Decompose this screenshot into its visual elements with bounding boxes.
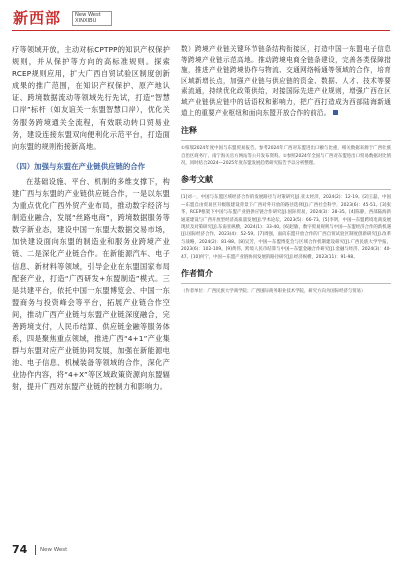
notes-rule (181, 140, 391, 141)
page-number: 74 (12, 543, 28, 556)
author-text: （作者单位：广西民族大学商学院；广西国际商务职业技术学院，研究方向为国际经济与贸易） (181, 289, 366, 295)
author-rule (181, 283, 391, 284)
section-heading-4: （四）加强与东盟在产业链供应链的合作 (12, 161, 146, 171)
magazine-logo: 新西部 (13, 9, 62, 27)
author-heading: 作者简介 (181, 269, 213, 279)
right-paragraph-1 (181, 44, 391, 118)
footer-divider (35, 545, 36, 555)
logo-english-name: New West (75, 12, 101, 18)
left-column (12, 44, 170, 394)
references-heading: 参考文献 (181, 175, 213, 185)
right-paragraph-text: 数）跨境产业链关键环节链条结构衔接区，打造中国一东盟电子信息等跨境产业链示范高地。推动跨境电商全链条建设，完善各类保障措施，推进产业链跨境协作与物流、交通网络畅通等领域的合作，培育区域新增长点，加强产业链与供应链的资金、数据、人才、技术等要素流通，持续优化政策供给，对接国际先进产业规则，增强广西在区域产业链供应链中的话语权和影响力，把广西打造成为西部陆海新通道上的重要产业枢纽和面向东盟开放合作的前沿。 (181, 45, 391, 117)
logo-pinyin-name: XINXIBU (75, 18, 97, 25)
right-column (181, 44, 391, 295)
page-header (0, 0, 402, 34)
notes-heading: 注释 (181, 126, 197, 136)
references-list: [1]刘一，中国与东盟区域经济合作的发展路径与对策研究[J].亚太经济，2024(2)：12-19。[2]王磊，中国—东盟自由贸易区升级版建设背景下广西对外开放的路径选择[J].广西社会科学，2023(6)：45-51。[3]张华，RCEP框架下中国与东盟产业链供应链合作研究[J].国际贸易，2024(3)：28-35。[4]陈静，西部陆海新通道建设与广西开放型经济高质量发展[J].学术论坛，2023(5)：66-73。[5]李明，中国—东盟跨境电商发展现状及对策研究[J].东南亚纵横，2024(1)：33-40。[6]赵敏，数字贸易规则与中国—东盟经济合作的新机遇[J].国际经济合作，2023(4)：52-59。[7]周强，面向东盟开放合作的广西自贸试验区制度创新研究[J].改革与战略，2024(2)：81-88。[8]吴芳，中国—东盟博览会与区域合作机制建设研究[J].广西民族大学学报，2023(6)：102-109。[9]黄伟，跨境人民币结算与中国—东盟金融合作研究[J].金融与经济，2024(3)：40-47。[10]何宁，中国—东盟产业链协同发展的路径研究[J].经济纵横，2023(11)：91-98。 (181, 195, 391, 260)
left-paragraph-1: 疗等领域开放，主动对标CPTPP的知识产权保护规则，并从保护等方向的高标准规则。探索RCEP规则应用，扩大广西自贸试验区制度创新成果的推广范围，在知识产权保护、原产地认证、跨境数据流动等领域先行先试，打造“智慧口岸”标杆（如友谊关一东盟智慧口岸），优化关务服务跨境通关全流程，有效联动转口贸易业务，建设连接东盟双向便利化示范平台，打造面向东盟的规则衔接新高地。 (12, 45, 170, 151)
left-paragraph-2: 在基础设施、平台、机制的多维支撑下，构建广西与东盟的产业链供应链合作，一是以东盟为重点优化广西外贸产业布局，推动数字经济与制造业融合，发展“丝路电商”，跨境数据服务等数字新业态，建设中国一东盟大数据交易市场，加快建设面向东盟的制造业和服务业跨境产业链、二是深化产业链合作。在新能源汽车、电子信息、新材料等领域，引导企业在东盟国家布局配套产业，打造“广西研发+东盟制造”模式。三是共建平台，依托中国一东盟博览会、中国一东盟商务与投资峰会等平台，拓展产业链合作空间，推动广西产业链与东盟产业链深度融合，完善跨境支付，人民币结算、供应链金融等服务体系，四是聚焦重点领域，推进广西“4+1”产业集群与东盟对应产业链协同发展，加强在新能源电池、电子信息、机械装备等领域的合作，深化产业协作内容，将“4+X”等区域政策资源向东盟辐射，提升广西对东盟产业链的控制力和影响力。 (12, 176, 170, 392)
footer-magazine-name: New West (40, 547, 68, 553)
article-end-mark (333, 110, 338, 115)
references-rule (181, 189, 391, 190)
logo-english-box (72, 11, 112, 26)
notes-text: ①柏瑞2024年度中国与东盟贸易报告。参考2024年广西对东盟进出口额与比重，相关数据来源于广西壮族自治区商务厅、南宁海关官方网站等公开发布资料。②参照2024年全国与广西对东盟进出口贸易数据对比情况，同时结合2024—2025年度东盟发展趋势研究报告予以分析整理。 (181, 146, 391, 166)
header-rule (12, 30, 390, 31)
